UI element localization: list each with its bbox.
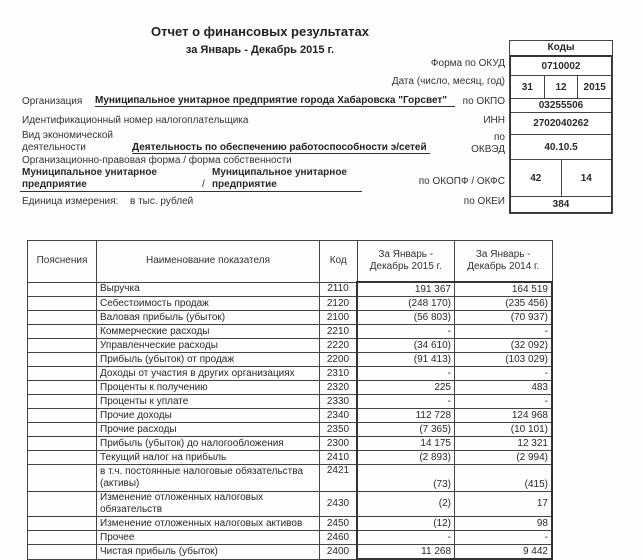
note-cell bbox=[28, 311, 97, 325]
okopf-value: 42 bbox=[511, 160, 562, 196]
indicator-name: Проценты к получению bbox=[97, 381, 320, 395]
note-cell bbox=[28, 531, 97, 545]
financial-results-table bbox=[27, 240, 553, 560]
note-cell bbox=[28, 297, 97, 311]
value-2015: 191 367 bbox=[357, 282, 455, 297]
indicator-name: Коммерческие расходы bbox=[97, 325, 320, 339]
value-2015: 11 268 bbox=[357, 545, 455, 560]
indicator-name: Прибыль (убыток) до налогообложения bbox=[97, 437, 320, 451]
header-2014: За Январь - Декабрь 2014 г. bbox=[455, 241, 553, 283]
value-2015: - bbox=[357, 325, 455, 339]
table-header-row bbox=[28, 241, 553, 283]
table-row bbox=[28, 545, 553, 560]
table-row bbox=[28, 367, 553, 381]
okved-label-1: по bbox=[494, 132, 505, 143]
okved-label-2: ОКВЭД bbox=[471, 144, 505, 155]
value-2014: 124 968 bbox=[455, 409, 553, 423]
indicator-name: Себестоимость продаж bbox=[97, 297, 320, 311]
value-2014: - bbox=[455, 531, 553, 545]
okpo-value: 03255506 bbox=[538, 100, 584, 111]
value-2015: (7 365) bbox=[357, 423, 455, 437]
okopf-row bbox=[511, 160, 611, 197]
okei-label: по ОКЕИ bbox=[463, 196, 505, 207]
okved-value: 40.10.5 bbox=[544, 141, 578, 153]
legal-form-2: предприятие bbox=[22, 179, 87, 190]
unit-value: в тыс. рублей bbox=[130, 196, 194, 207]
indicator-name: в т.ч. постоянные налоговые обязательства (активы) bbox=[97, 465, 320, 492]
legal-form-1: Муниципальное унитарное bbox=[22, 167, 157, 178]
okfs-value: 14 bbox=[580, 172, 592, 184]
value-2015: (73) bbox=[357, 465, 455, 492]
indicator-code: 2320 bbox=[320, 381, 358, 395]
indicator-code: 2350 bbox=[320, 423, 358, 437]
date-row bbox=[511, 76, 611, 99]
value-2015: (34 610) bbox=[357, 339, 455, 353]
value-2014: 164 519 bbox=[455, 282, 553, 297]
indicator-name: Прочие расходы bbox=[97, 423, 320, 437]
table-row bbox=[28, 423, 553, 437]
okei-row bbox=[511, 197, 611, 212]
indicator-name: Чистая прибыль (убыток) bbox=[97, 545, 320, 560]
table-row bbox=[28, 531, 553, 545]
okud-row bbox=[511, 57, 611, 76]
okpo-row bbox=[511, 99, 611, 113]
report-period: за Январь - Декабрь 2015 г. bbox=[185, 44, 335, 56]
table-row bbox=[28, 517, 553, 531]
table-row bbox=[28, 381, 553, 395]
value-2015: (12) bbox=[357, 517, 455, 531]
header-name: Наименование показателя bbox=[97, 241, 320, 283]
value-2014: (32 092) bbox=[455, 339, 553, 353]
ownership-2: предприятие bbox=[212, 179, 277, 190]
value-2015: 14 175 bbox=[357, 437, 455, 451]
inn-row bbox=[511, 113, 611, 135]
value-2014: 9 442 bbox=[455, 545, 553, 560]
indicator-code: 2220 bbox=[320, 339, 358, 353]
table-row bbox=[28, 451, 553, 465]
value-2014: (10 101) bbox=[455, 423, 553, 437]
value-2014: (2 994) bbox=[455, 451, 553, 465]
note-cell bbox=[28, 451, 97, 465]
value-2015: (2) bbox=[357, 492, 455, 517]
inn-label: ИНН bbox=[483, 115, 505, 126]
indicator-code: 2300 bbox=[320, 437, 358, 451]
okved-row bbox=[511, 135, 611, 160]
note-cell bbox=[28, 395, 97, 409]
value-2014: (415) bbox=[455, 465, 553, 492]
inn-text: Идентификационный номер налогоплательщика bbox=[22, 115, 249, 126]
value-2014: 17 bbox=[455, 492, 553, 517]
indicator-code: 2410 bbox=[320, 451, 358, 465]
note-cell bbox=[28, 282, 97, 297]
value-2015: (91 413) bbox=[357, 353, 455, 367]
indicator-code: 2330 bbox=[320, 395, 358, 409]
table-row bbox=[28, 409, 553, 423]
table-row bbox=[28, 492, 553, 517]
value-2014: (103 029) bbox=[455, 353, 553, 367]
indicator-name: Прочие доходы bbox=[97, 409, 320, 423]
inn-value: 2702040262 bbox=[533, 118, 589, 129]
indicator-code: 2460 bbox=[320, 531, 358, 545]
value-2014: 12 321 bbox=[455, 437, 553, 451]
report-title: Отчет о финансовых результатах bbox=[151, 24, 369, 39]
value-2015: 112 728 bbox=[357, 409, 455, 423]
indicator-code: 2110 bbox=[320, 282, 358, 297]
activity-label-2: деятельности bbox=[22, 142, 86, 153]
activity-value: Деятельность по обеспечению работоспособности э/сетей bbox=[132, 142, 430, 154]
org-label: Организация bbox=[22, 96, 83, 107]
indicator-name: Доходы от участия в других организациях bbox=[97, 367, 320, 381]
note-cell bbox=[28, 381, 97, 395]
indicator-name: Изменение отложенных налоговых обязательств bbox=[97, 492, 320, 517]
value-2014: - bbox=[455, 395, 553, 409]
note-cell bbox=[28, 339, 97, 353]
indicator-name: Изменение отложенных налоговых активов bbox=[97, 517, 320, 531]
value-2014: 98 bbox=[455, 517, 553, 531]
note-cell bbox=[28, 353, 97, 367]
indicator-code: 2310 bbox=[320, 367, 358, 381]
value-2015: - bbox=[357, 395, 455, 409]
table-row bbox=[28, 297, 553, 311]
indicator-code: 2421 bbox=[320, 465, 358, 492]
note-cell bbox=[28, 437, 97, 451]
value-2015: - bbox=[357, 367, 455, 381]
value-2014: (235 456) bbox=[455, 297, 553, 311]
indicator-name: Прибыль (убыток) от продаж bbox=[97, 353, 320, 367]
indicator-name: Управленческие расходы bbox=[97, 339, 320, 353]
value-2014: (70 937) bbox=[455, 311, 553, 325]
unit-label: Единица измерения: bbox=[22, 196, 119, 207]
note-cell bbox=[28, 409, 97, 423]
activity-label-1: Вид экономической bbox=[22, 130, 113, 141]
value-2015: (2 893) bbox=[357, 451, 455, 465]
table-row bbox=[28, 311, 553, 325]
indicator-name: Проценты к уплате bbox=[97, 395, 320, 409]
note-cell bbox=[28, 325, 97, 339]
codes-box bbox=[509, 40, 613, 214]
okud-label: Форма по ОКУД bbox=[430, 58, 505, 69]
slash-separator: / bbox=[202, 179, 205, 190]
table-row bbox=[28, 437, 553, 451]
value-2015: - bbox=[357, 531, 455, 545]
table-row bbox=[28, 465, 553, 492]
table-row bbox=[28, 353, 553, 367]
legal-form-label: Организационно-правовая форма / форма собственности bbox=[22, 155, 292, 166]
value-2015: (248 170) bbox=[357, 297, 455, 311]
indicator-name: Валовая прибыль (убыток) bbox=[97, 311, 320, 325]
date-label: Дата (число, месяц, год) bbox=[391, 76, 505, 87]
date-month: 12 bbox=[545, 76, 579, 98]
ownership-1: Муниципальное унитарное bbox=[212, 167, 347, 178]
note-cell bbox=[28, 367, 97, 381]
codes-heading: Коды bbox=[510, 41, 612, 57]
legal-form-block bbox=[20, 167, 362, 192]
note-cell bbox=[28, 492, 97, 517]
note-cell bbox=[28, 423, 97, 437]
indicator-code: 2340 bbox=[320, 409, 358, 423]
value-2015: 225 bbox=[357, 381, 455, 395]
indicator-code: 2450 bbox=[320, 517, 358, 531]
indicator-code: 2210 bbox=[320, 325, 358, 339]
indicator-code: 2120 bbox=[320, 297, 358, 311]
note-cell bbox=[28, 545, 97, 560]
value-2014: 483 bbox=[455, 381, 553, 395]
date-day: 31 bbox=[511, 76, 545, 98]
org-name: Муниципальное унитарное предприятие города Хабаровска "Горсвет" bbox=[95, 95, 455, 107]
okud-value: 0710002 bbox=[541, 60, 581, 72]
header-2015: За Январь - Декабрь 2015 г. bbox=[357, 241, 455, 283]
table-row bbox=[28, 339, 553, 353]
indicator-code: 2100 bbox=[320, 311, 358, 325]
indicator-code: 2430 bbox=[320, 492, 358, 517]
note-cell bbox=[28, 517, 97, 531]
value-2014: - bbox=[455, 325, 553, 339]
okopf-label: по ОКОПФ / ОКФС bbox=[418, 176, 505, 187]
header-code: Код bbox=[320, 241, 358, 283]
indicator-name: Выручка bbox=[97, 282, 320, 297]
table-row bbox=[28, 395, 553, 409]
okei-value: 384 bbox=[552, 199, 570, 210]
header-note: Пояснения bbox=[28, 241, 97, 283]
indicator-code: 2400 bbox=[320, 545, 358, 560]
note-cell bbox=[28, 465, 97, 492]
table-row bbox=[28, 325, 553, 339]
table-row bbox=[28, 282, 553, 297]
value-2014: - bbox=[455, 367, 553, 381]
indicator-name: Текущий налог на прибыль bbox=[97, 451, 320, 465]
indicator-code: 2200 bbox=[320, 353, 358, 367]
value-2015: (56 803) bbox=[357, 311, 455, 325]
okpo-label: по ОКПО bbox=[462, 96, 505, 107]
indicator-name: Прочее bbox=[97, 531, 320, 545]
date-year: 2015 bbox=[583, 81, 606, 93]
